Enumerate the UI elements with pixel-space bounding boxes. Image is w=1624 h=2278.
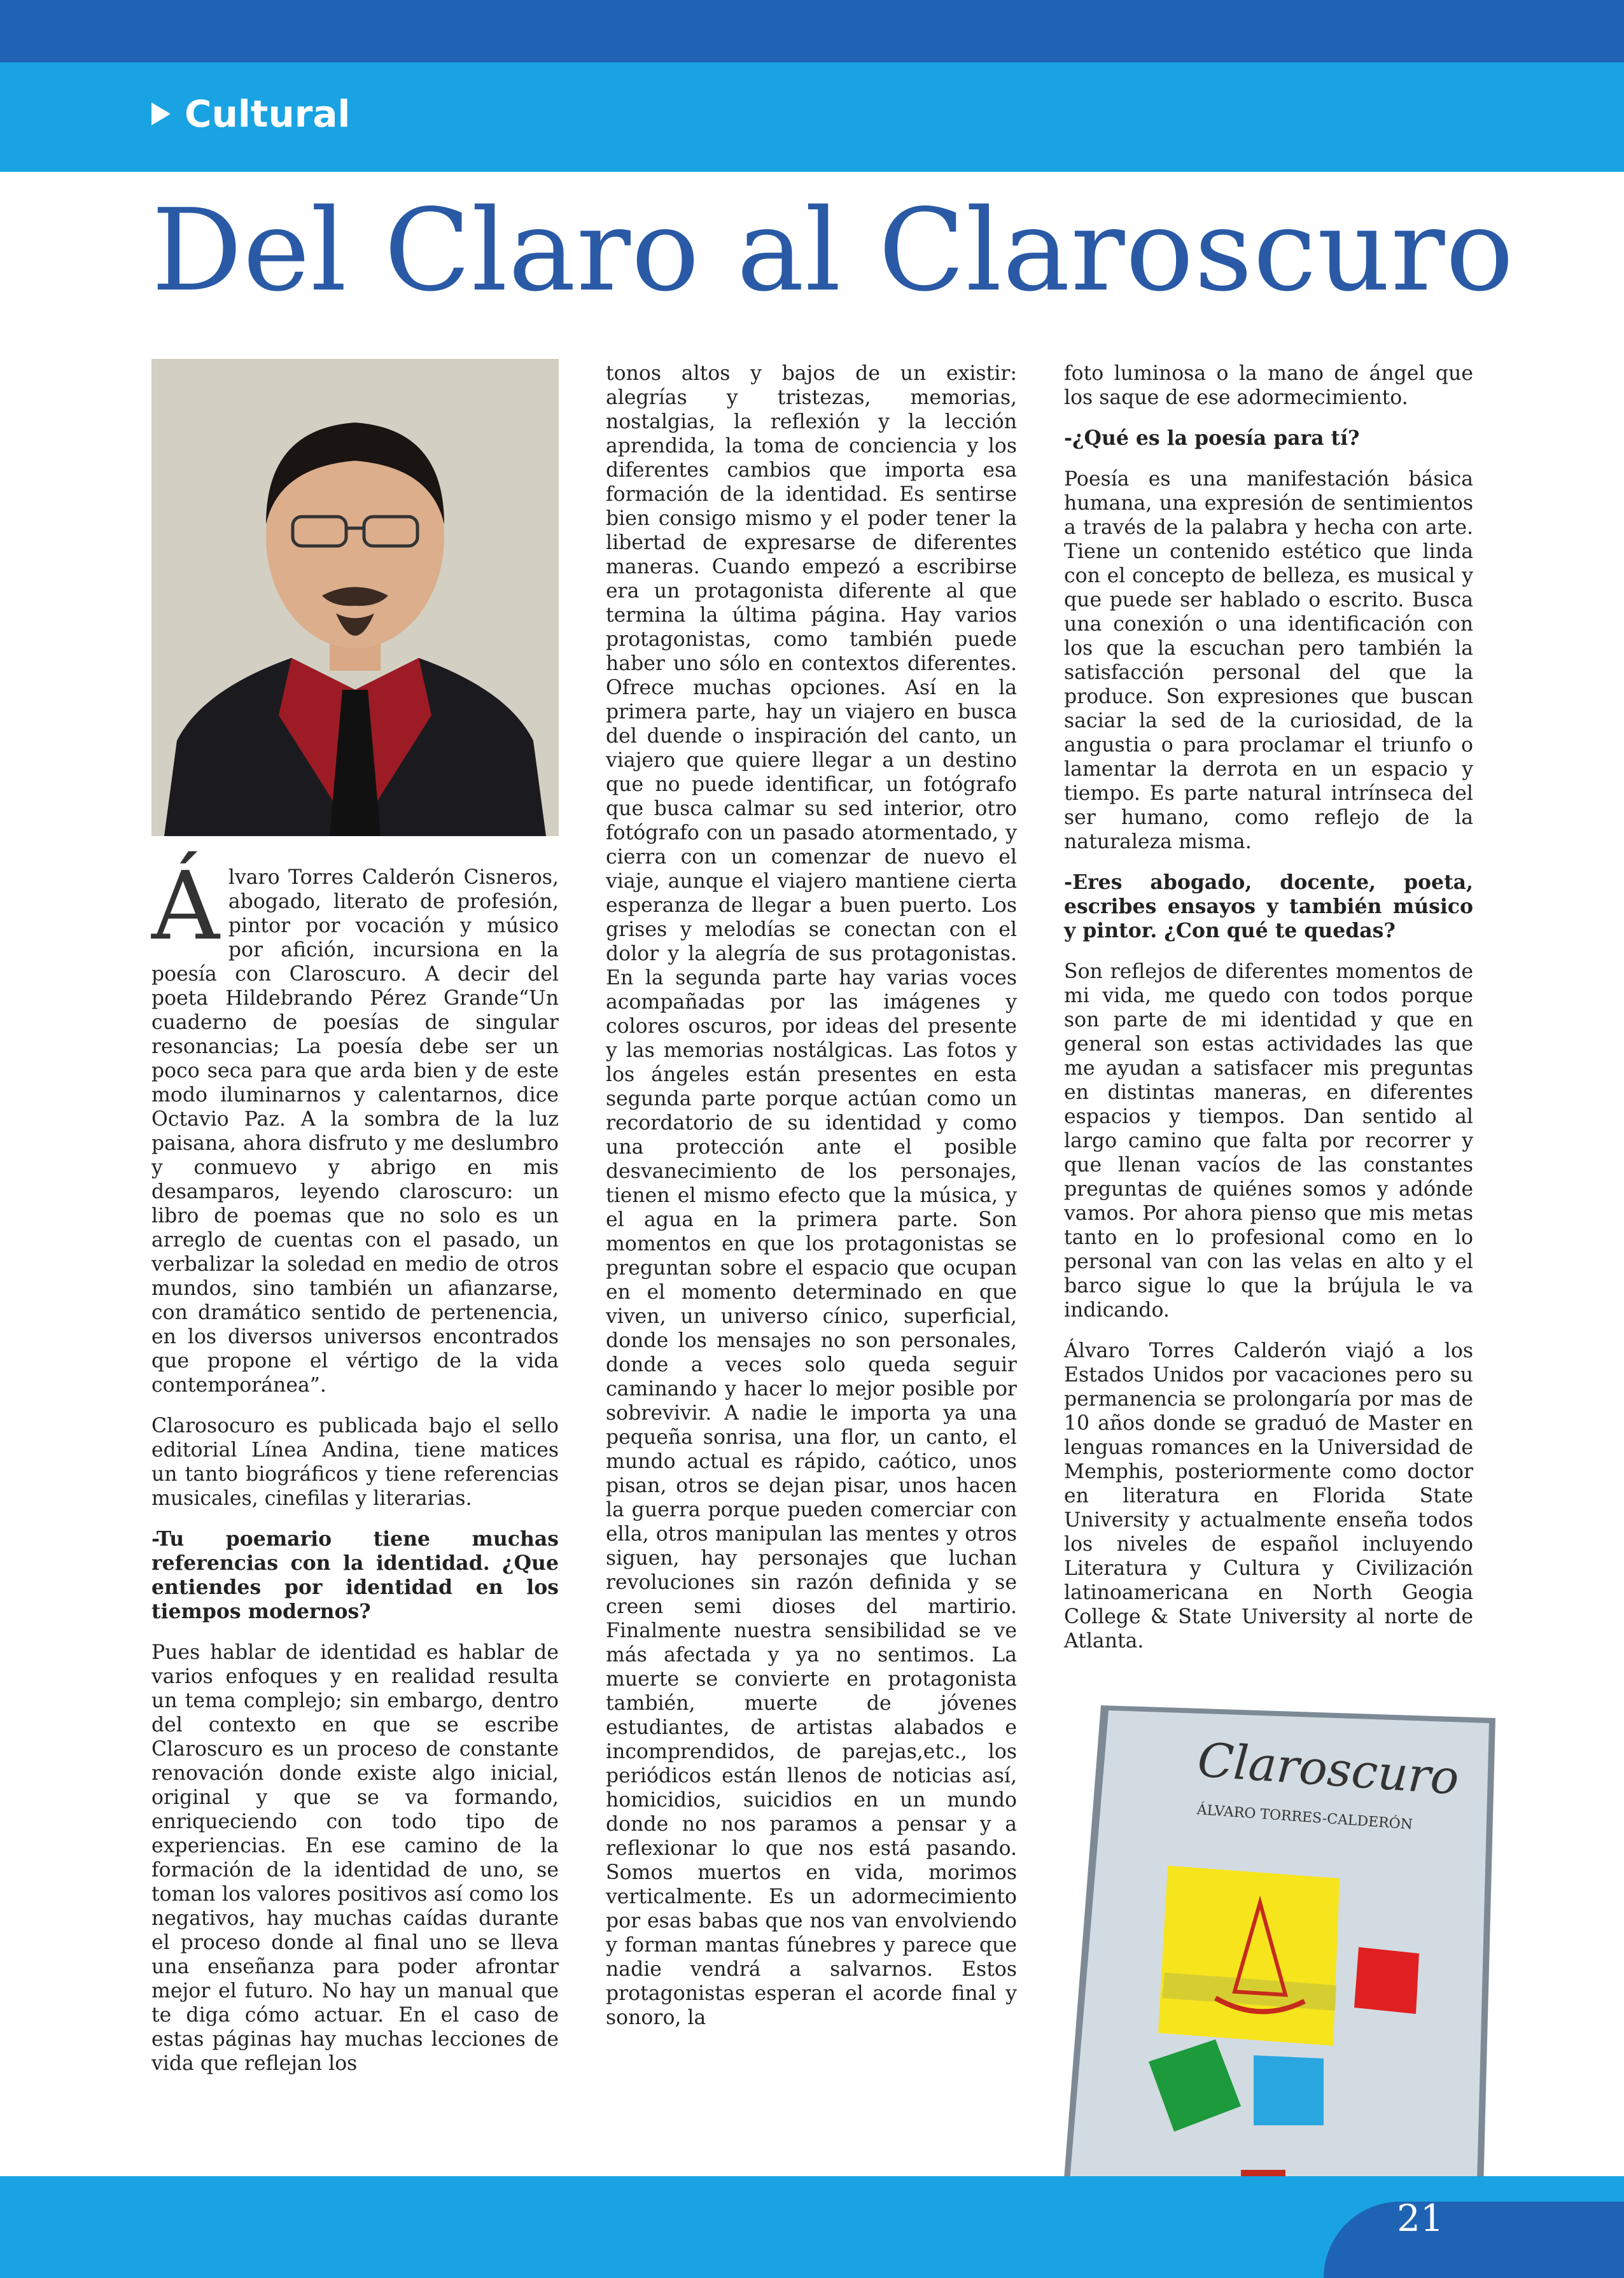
paragraph: Son reflejos de diferentes momentos de mi vida, me quedo con todos porque son parte de mi identidad y que en general son estas actividades las que me ayudan a satisfacer mis preguntas en distintas maneras, en diferentes espacios y tiempos. Dan sentido al largo camino que falta por recorrer y que llenan vacíos de las constantes preguntas de quiénes somos y adónde vamos. Por ahora pienso que mis metas tanto en lo profesional como en lo personal van con las velas en alto y el barco sigue lo que la brújula le va indicando. xyxy=(1064,960,1473,1322)
paragraph: Álvaro Torres Calderón viajó a los Estados Unidos por vacaciones pero su permanencia se prolongaría por mas de 10 años donde se graduó de Master en lenguas romances en la Universidad de Memphis, posteriormente como doctor en literatura en Florida State University y actualmente enseña todos los niveles de español incluyendo Literatura y Cultura y Civilización latinoamericana en North Geogia College & State University al norte de Atlanta. xyxy=(1064,1339,1473,1653)
page-number: 21 xyxy=(1397,2197,1444,2240)
paragraph: Poesía es una manifestación básica humana, una expresión de sentimientos a través de la palabra y hecha con arte. Tiene un contenido estético que linda con el concepto de belleza, es musical y que puede ser hablado o escrito. Busca una conexión o una identificación con los que la escuchan pero también la satisfacción personal del que la produce. Son expresiones que buscan saciar la sed de la curiosidad, de la angustia o para proclamar el triunfo o lamentar la derrota en un espacio y tiempo. Es parte natural intrínseca del ser humano, como reflejo de la naturaleza misma. xyxy=(1064,468,1473,853)
paragraph: tonos altos y bajos de un existir: alegrías y tristezas, memorias, nostalgias, la reflexión y la lección aprendida, la toma de conciencia y los diferentes cambios que importa esa formación de la identidad. Es sentirse bien consigo mismo y el poder tener la libertad de expresarse de diferentes maneras. Cuando empezó a escribirse era un protagonista diferente al que termina la última página. Hay varios protagonistas, como también puede haber uno sólo en contextos diferentes. Ofrece muchas opciones. Así en la primera parte, hay un viajero en busca del duende o inspiración del canto, un viajero que quiere llegar a un destino que no puede identificar, un fotógrafo que busca calmar su sed interior, otro fotógrafo con un pasado atormentado, y cierra con un comenzar de nuevo el viaje, aunque el viajero mantiene cierta esperanza de llegar a buen puerto. Los grises y melodías se conectan con el dolor y la alegría de sus protagonistas. En la segunda parte hay varias voces acompañadas por las imágenes y colores oscuros, por ideas del presente y las memorias nostálgicas. Las fotos y los ángeles están presentes en esta segunda parte porque actúan como un recordatorio de su identidad y como una protección ante el posible desvanecimiento de los personajes, tienen el mismo efecto que la música, y el agua en la primera parte. Son momentos en que los protagonistas se preguntan sobre el espacio que ocupan en el momento determinado en que viven, un universo cínico, superficial, donde los mensajes no son personales, donde a veces solo queda seguir caminando y hacer lo mejor posible por sobrevivir. A nadie le importa ya una pequeña sonrisa, una flor, un canto, el mundo actual es rápido, caótico, unos pisan, otros se dejan pisar, unos hacen la guerra porque pueden comerciar con ella, otros manipulan las mentes y otros siguen, hay personajes que luchan revoluciones sin razón definida y se creen semi dioses del martirio. Finalmente nuestra sensibilidad se ve más afectada y ya no sentimos. La muerte se convierte en protagonista también, muerte de jóvenes estudiantes, de artistas alabados e incomprendidos, de parejas,etc., los periódicos están llenos de noticias así, homicidios, suicidios en un mundo donde no nos paramos a pensar y a reflexionar lo que nos está pasando. Somos muertos en vida, morimos verticalmente. Es un adormecimiento por esas babas que nos van envolviendo y forman mantas fúnebres y parece que nadie vendrá a salvarnos. Estos protagonistas esperan el acorde final y sonoro, la xyxy=(606,362,1017,2029)
paragraph-text: lvaro Torres Calderón Cisneros, abogado, literato de profesión, pintor por vocación y músico por afición, incursiona en la poesía con Claroscuro. A decir del poeta Hildebrando Pérez Grande“Un cuaderno de poesías de singular resonancias; La poesía debe ser un poco seca para que arda bien y de este modo iluminarnos y calentarnos, dice Octavio Paz. A la sombra de la luz paisana, ahora disfruto y me deslumbro y conmuevo y abrigo en mis desamparos, leyendo claroscuro: un libro de poemas que no solo es un arreglo de cuentas con el pasado, un verbalizar la soledad en medio de otros mundos, sino también un afianzarse, con dramático sentido de pertenencia, en los diversos universos encontrados que propone el vértigo de la vida contemporánea”. xyxy=(151,866,559,1397)
drop-cap: Á xyxy=(151,851,220,961)
book-title: Claroscuro xyxy=(1196,1733,1461,1806)
paragraph: foto luminosa o la mano de ángel que los saque de ese adormecimiento. xyxy=(1064,362,1473,409)
section-name: Cultural xyxy=(185,92,351,136)
red-square xyxy=(1354,1947,1419,2014)
blue-square xyxy=(1254,2055,1324,2125)
paragraph: Pues hablar de identidad es hablar de varios enfoques y en realidad resulta un tema complejo; sin embargo, dentro del contexto en que se escribe Claroscuro es un proceso de constante renovación donde existe algo inicial, original y que se va formando, enriqueciendo con todo tipo de experiencias. En ese camino de la formación de la identidad de uno, se toman los valores positivos así como los negativos, hay muchas caídas durante el proceso donde al final uno se lleva una enseñanza para poder afrontar mejor el futuro. No hay un manual que te diga cómo actuar. En el caso de estas páginas hay muchas lecciones de vida que reflejan los xyxy=(151,1641,559,2075)
top-bar xyxy=(0,0,1624,62)
article-column-1 xyxy=(151,851,559,2092)
article-column-2 xyxy=(606,361,1017,2046)
lead-paragraph xyxy=(151,851,559,1397)
footer-accent xyxy=(1324,2202,1624,2278)
interview-question: -¿Qué es la poesía para tí? xyxy=(1064,426,1360,450)
triangle-right-icon xyxy=(151,102,171,125)
section-label xyxy=(151,92,350,136)
yellow-painting xyxy=(1158,1866,1340,2046)
article-column-3 xyxy=(1064,361,1473,1670)
interview-question: -Eres abogado, docente, poeta, escribes ensayos y también músico y pintor. ¿Con qué te quedas? xyxy=(1064,870,1473,942)
interview-question: -Tu poemario tiene muchas referencias con la identidad. ¿Que entiendes por identidad en los tiempos modernos? xyxy=(151,1527,559,1623)
book-cover xyxy=(1050,1693,1495,2214)
article-title: Del Claro al Claroscuro xyxy=(151,185,1515,316)
author-photo xyxy=(151,359,559,836)
paragraph: Clarosocuro es publicada bajo el sello editorial Línea Andina, tiene matices un tanto biográficos y tiene referencias musicales, cinefilas y literarias. xyxy=(151,1415,559,1510)
book-author: ÁLVARO TORRES-CALDERÓN xyxy=(1196,1801,1413,1833)
